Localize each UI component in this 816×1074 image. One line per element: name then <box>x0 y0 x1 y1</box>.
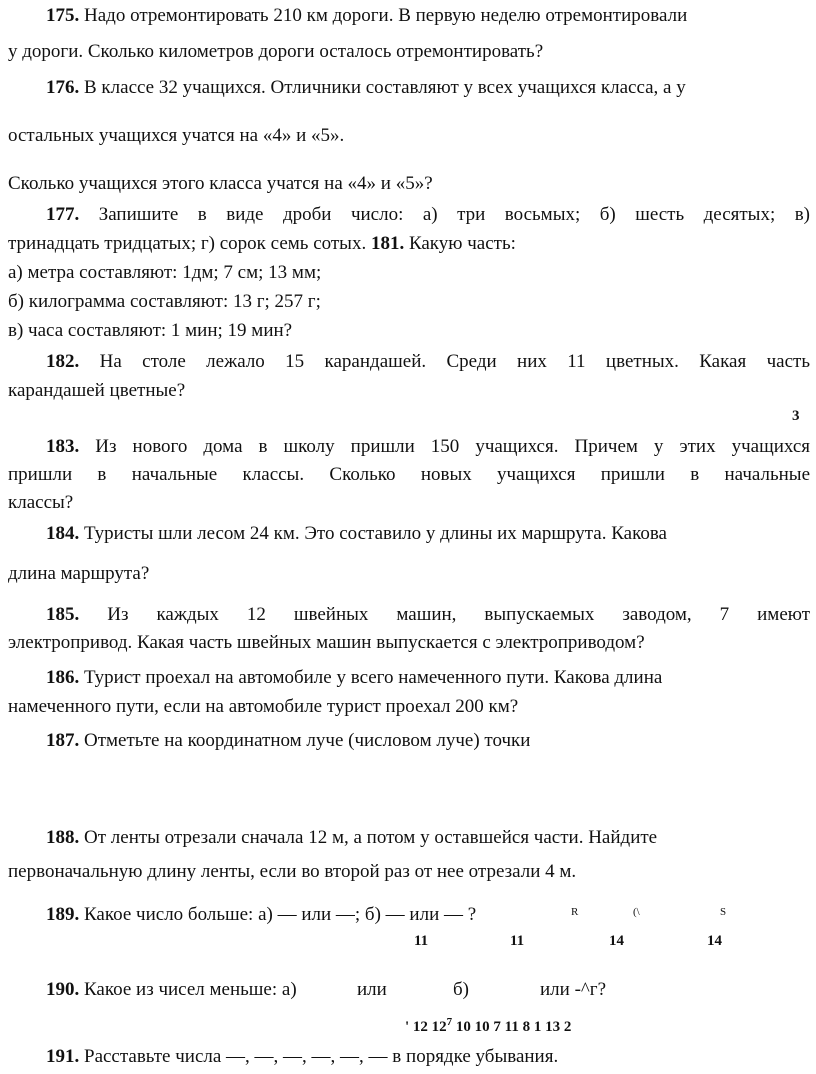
problem-number: 182. <box>46 351 80 372</box>
problem-number: 191. <box>46 1046 80 1067</box>
denominator: 11 <box>510 933 525 949</box>
problem-number: 177. <box>46 204 80 225</box>
problem-text: Из нового дома в школу пришли 150 учащихся. Причем у этих учащихся <box>95 436 810 457</box>
problem-176-line-2: остальных учащихся учатся на «4» и «5». <box>8 125 345 146</box>
superscript-digit: 7 <box>446 1016 453 1028</box>
problem-182-line-2: карандашей цветные? <box>8 380 186 401</box>
stray-digit: 3 <box>792 408 800 424</box>
problem-text: Какую часть: <box>408 233 516 254</box>
ocr-mark-paren: (\ <box>633 906 640 918</box>
problem-number: 190. <box>46 979 80 1000</box>
problem-text: В классе 32 учащихся. Отличники составляют у всех учащихся класса, а у <box>84 77 686 98</box>
problem-185-line-1 <box>46 603 810 627</box>
fraction-denominators <box>405 1013 571 1036</box>
problem-190-line-1 <box>46 978 810 1002</box>
problem-number: 183. <box>46 436 80 457</box>
problem-188-line-1 <box>46 826 810 850</box>
problem-183-line-2: пришли в начальные классы. Сколько новых учащихся пришли в начальные <box>8 464 810 485</box>
denominator: 14 <box>609 933 624 949</box>
problem-text: Запишите в виде дроби число: а) три восьмых; б) шесть десятых; в) <box>98 204 811 225</box>
problem-text: Из каждых 12 швейных машин, выпускаемых заводом, 7 имеют <box>107 604 811 625</box>
problem-190-b: б) <box>453 979 469 1000</box>
problem-187-line-1 <box>46 729 810 753</box>
problem-text: Какое из чисел меньше: а) <box>84 979 297 1000</box>
problem-number: 175. <box>46 5 80 26</box>
problem-text: Расставьте числа —, —, —, —, —, — в порядке убывания. <box>84 1046 559 1067</box>
problem-177-line-1 <box>46 203 810 227</box>
denominators-part-a: ' 12 12 <box>405 1019 447 1035</box>
problem-177-line-4: б) килограмма составляют: 13 г; 257 г; <box>8 291 321 312</box>
problem-text: Какое число больше: а) — или —; б) — или — ? <box>84 904 477 925</box>
problem-177-line-3: а) метра составляют: 1дм; 7 см; 13 мм; <box>8 262 322 283</box>
problem-number: 184. <box>46 523 80 544</box>
problem-text: От ленты отрезали сначала 12 м, а потом у оставшейся части. Найдите <box>84 827 658 848</box>
problem-176-line-3: Сколько учащихся этого класса учатся на «4» и «5»? <box>8 173 433 194</box>
problem-184-line-2: длина маршрута? <box>8 563 150 584</box>
denominators-part-b: 10 10 7 11 8 1 13 2 <box>455 1019 572 1035</box>
problem-183-line-1 <box>46 435 810 459</box>
problem-number: 186. <box>46 667 80 688</box>
problem-176-line-1 <box>46 76 810 100</box>
problem-text: Турист проехал на автомобиле у всего намеченного пути. Какова длина <box>84 667 663 688</box>
problem-190-or-1: или <box>357 979 387 1000</box>
problem-189-line-1 <box>46 903 810 927</box>
problem-text: Надо отремонтировать 210 км дороги. В первую неделю отремонтировали <box>84 5 688 26</box>
problem-text: Туристы шли лесом 24 км. Это составило у длины их маршрута. Какова <box>84 523 667 544</box>
denominator: 14 <box>707 933 722 949</box>
problem-text: Отметьте на координатном луче (числовом луче) точки <box>84 730 531 751</box>
problem-number: 176. <box>46 77 80 98</box>
problem-185-line-2: электропривод. Какая часть швейных машин выпускается с электроприводом? <box>8 632 645 653</box>
problem-text: На столе лежало 15 карандашей. Среди них 11 цветных. Какая часть <box>99 351 810 372</box>
problem-175-line-2: у дороги. Сколько километров дороги осталось отремонтировать? <box>8 41 544 62</box>
problem-188-line-2: первоначальную длину ленты, если во второй раз от нее отрезали 4 м. <box>8 861 577 882</box>
problem-177-line-2 <box>8 232 810 256</box>
problem-190-or-2: или -^г? <box>540 979 607 1000</box>
problem-182-line-1 <box>46 350 810 374</box>
problem-183-line-3: классы? <box>8 492 74 513</box>
problem-177-line-5: в) часа составляют: 1 мин; 19 мин? <box>8 320 293 341</box>
problem-191-line-1 <box>46 1045 810 1069</box>
problem-number: 188. <box>46 827 80 848</box>
problem-number: 185. <box>46 604 80 625</box>
problem-186-line-1 <box>46 666 810 690</box>
problem-number: 187. <box>46 730 80 751</box>
problem-175-line-1 <box>46 4 810 28</box>
ocr-mark-s: S <box>720 906 727 918</box>
ocr-mark-r: R <box>571 906 579 918</box>
problem-text: тринадцать тридцатых; г) сорок семь сотых. <box>8 233 367 254</box>
problem-number: 181. <box>370 233 405 254</box>
problem-number: 189. <box>46 904 80 925</box>
problem-186-line-2: намеченного пути, если на автомобиле турист проехал 200 км? <box>8 696 519 717</box>
denominator: 11 <box>414 933 429 949</box>
problem-184-line-1 <box>46 522 810 546</box>
